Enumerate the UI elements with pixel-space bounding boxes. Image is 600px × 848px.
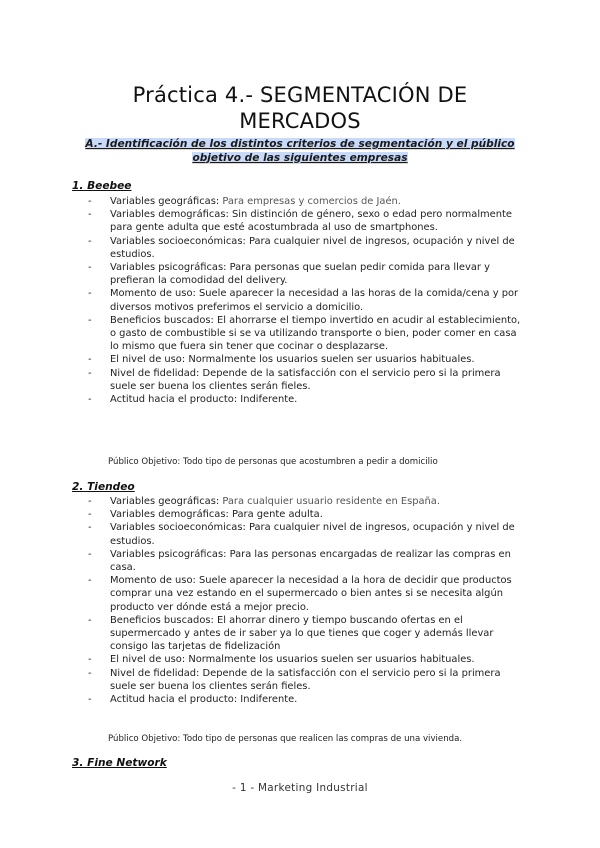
list-item: [88, 195, 528, 208]
criterion-value: Suele aparecer la necesidad a la hora de decidir que productos comprar una vez estando en el supermercado o bien antes si se necesita algún producto ver dónde está a mejor precio.: [110, 575, 512, 613]
criterion-label: Variables psicográficas:: [110, 548, 227, 560]
criterion-value: Para cualquier nivel de ingresos, ocupación y nivel de estudios.: [110, 522, 515, 547]
list-item: [88, 548, 528, 574]
criterion-label: Variables demográficas:: [110, 509, 229, 521]
list-item: [88, 261, 528, 287]
criterion-value: Para personas que suelan pedir comida para llevar y prefieran la comodidad del delivery.: [110, 262, 490, 287]
criterion-value: El ahorrarse el tiempo invertido en acudir al establecimiento, o gasto de combustible si se va utilizando transporte o bien, poder comer en casa lo mismo que fuera sin tener que cocinar o desplazarse.: [110, 314, 521, 353]
page-title: [100, 82, 500, 134]
criterion-label: Momento de uso:: [110, 288, 196, 300]
criterion-label: Beneficios buscados:: [110, 614, 214, 626]
subtitle-line-2: objetivo de las siguientes empresas: [192, 151, 408, 164]
publico-objetivo-beebee: Público Objetivo: Todo tipo de personas que acostumbren a pedir a domicilio: [108, 457, 438, 467]
criterion-value: Para las personas encargadas de realizar las compras en casa.: [110, 548, 511, 574]
list-item: [88, 574, 528, 614]
criterion-label: El nivel de uso:: [110, 354, 186, 366]
criterion-label: Actitud hacia el producto:: [110, 694, 238, 706]
list-item: [88, 314, 528, 354]
criterion-value: Normalmente los usuarios suelen ser usuarios habituales.: [185, 654, 475, 666]
title-line-1: Práctica 4.- SEGMENTACIÓN DE: [132, 83, 468, 107]
criterion-value: Indiferente.: [237, 394, 298, 406]
section-heading-fine-network: 3. Fine Network: [72, 757, 167, 769]
criterion-label: Variables psicográficas:: [110, 262, 227, 274]
list-item: [88, 235, 528, 261]
criterion-value: Para cualquier usuario residente en España.: [219, 496, 441, 507]
list-item: [88, 208, 528, 234]
publico-objetivo-tiendeo: Público Objetivo: Todo tipo de personas que realicen las compras de una vivienda.: [108, 734, 463, 744]
criterion-value: Para empresas y comercios de Jaén.: [219, 196, 401, 207]
section-heading-beebee: 1. Beebee: [72, 180, 132, 192]
subtitle-line-1: A.- Identificación de los distintos criterios de segmentación y el público: [85, 138, 515, 150]
list-item: [88, 693, 528, 706]
list-item: [88, 353, 528, 366]
criterion-label: Variables demográficas:: [110, 209, 229, 221]
criterion-label: Momento de uso:: [110, 575, 196, 587]
criterion-label: Beneficios buscados:: [110, 314, 214, 326]
section-heading-tiendeo: 2. Tiendeo: [72, 481, 135, 493]
criterion-label: Nivel de fidelidad:: [110, 367, 200, 379]
criterion-value: Depende de la satisfacción con el servicio pero si la primera suele ser buena los clientes serán fieles.: [110, 667, 501, 692]
criterion-value: Indiferente.: [237, 694, 298, 706]
list-item: [88, 393, 528, 406]
criterion-value: Para gente adulta.: [228, 509, 323, 521]
criterion-value: Normalmente los usuarios suelen ser usuarios habituales.: [185, 354, 475, 366]
criteria-list-beebee: [88, 195, 528, 406]
list-item: [88, 653, 528, 666]
criterion-label: Variables socioeconómicas:: [110, 235, 246, 247]
criterion-label: El nivel de uso:: [110, 654, 186, 666]
page-footer: - 1 - Marketing Industrial: [232, 782, 368, 794]
criterion-value: Depende de la satisfacción con el servicio pero si la primera suele ser buena los clientes serán fieles.: [110, 367, 501, 392]
list-item: [88, 521, 528, 547]
list-item: [88, 367, 528, 393]
criterion-label: Variables geográficas:: [110, 496, 220, 507]
title-line-2: MERCADOS: [239, 109, 361, 133]
criterion-value: Suele aparecer la necesidad a las horas de la comida/cena y por diversos motivos preferimos el servicio a domicilio.: [110, 288, 519, 313]
criterion-label: Actitud hacia el producto:: [110, 394, 238, 406]
list-item: [88, 287, 528, 313]
criterion-value: Sin distinción de género, sexo o edad pero normalmente para gente adulta que esté acostumbrada al uso de smartphones.: [110, 209, 512, 234]
list-item: [88, 614, 528, 654]
list-item: [88, 508, 528, 521]
criteria-list-tiendeo: [88, 495, 528, 706]
criterion-label: Variables socioeconómicas:: [110, 522, 246, 534]
list-item: [88, 667, 528, 693]
criterion-value: El ahorrar dinero y tiempo buscando ofertas en el supermercado y antes de ir saber ya lo que tienes que coger y además llevar consigo las tarjetas de fidelización: [110, 614, 494, 653]
section-a-heading: [82, 138, 518, 165]
criterion-value: Para cualquier nivel de ingresos, ocupación y nivel de estudios.: [110, 235, 515, 260]
list-item: [88, 495, 528, 508]
criterion-label: Variables geográficas:: [110, 196, 220, 207]
criterion-label: Nivel de fidelidad:: [110, 667, 200, 679]
